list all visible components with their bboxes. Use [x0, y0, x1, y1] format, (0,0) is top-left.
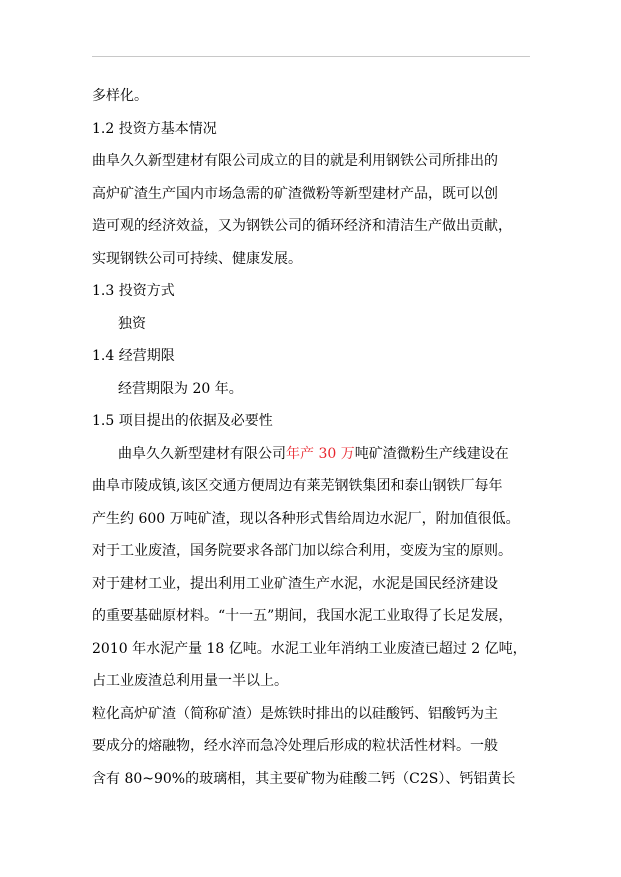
text-line: 经营期限为 20 年。: [118, 380, 243, 397]
text-line: 产生约 600 万吨矿渣，现以各种形式售给周边水泥厂，附加值很低。: [92, 510, 520, 527]
text-line: 曲阜市陵成镇,该区交通方便周边有莱芜钢铁集团和泰山钢铁厂每年: [92, 478, 503, 494]
text-line: 造可观的经济效益，又为钢铁公司的循环经济和清洁生产做出贡献，: [92, 218, 512, 234]
text-line: 独资: [118, 315, 146, 332]
text-line: 含有 80~90%的玻璃相，其主要矿物为硅酸二钙（C2S）、钙铝黄长: [92, 770, 516, 787]
text-segment: 吨矿渣微粉生产线建设在: [354, 445, 509, 462]
header-rule: [92, 56, 530, 57]
text-line: 实现钢铁公司可持续、健康发展。: [92, 250, 302, 267]
text-line: 要成分的熔融物，经水淬而急冷处理后形成的粒状活性材料。一般: [92, 738, 498, 754]
text-line: 多样化。: [92, 88, 148, 104]
highlighted-text: 年产 30 万: [286, 445, 355, 462]
text-line: 占工业废渣总利用量一半以上。: [92, 673, 288, 689]
section-heading-1-5: 1.5 项目提出的依据及必要性: [92, 413, 273, 429]
section-heading-1-4: 1.4 经营期限: [92, 348, 175, 364]
text-line: 曲阜久久新型建材有限公司成立的目的就是利用钢铁公司所排出的: [92, 153, 498, 169]
text-line: 对于建材工业，提出利用工业矿渣生产水泥，水泥是国民经济建设: [92, 575, 498, 592]
section-heading-1-2: 1.2 投资方基本情况: [92, 120, 217, 137]
text-line: 对于工业废渣，国务院要求各部门加以综合利用，变废为宝的原则。: [92, 543, 512, 559]
text-segment: 曲阜久久新型建材有限公司: [118, 445, 286, 462]
text-line: 的重要基础原材料。“十一五”期间，我国水泥工业取得了长足发展，: [92, 608, 513, 624]
text-line: 高炉矿渣生产国内市场急需的矿渣微粉等新型建材产品，既可以创: [92, 185, 498, 202]
section-heading-1-3: 1.3 投资方式: [92, 283, 175, 299]
text-line-with-highlight: [92, 438, 532, 471]
document-body: [92, 80, 532, 795]
text-line: 粒化高炉矿渣（简称矿渣）是炼铁时排出的以硅酸钙、铝酸钙为主: [92, 705, 498, 722]
text-line: 2010 年水泥产量 18 亿吨。水泥工业年消纳工业废渣已超过 2 亿吨，: [92, 640, 527, 657]
